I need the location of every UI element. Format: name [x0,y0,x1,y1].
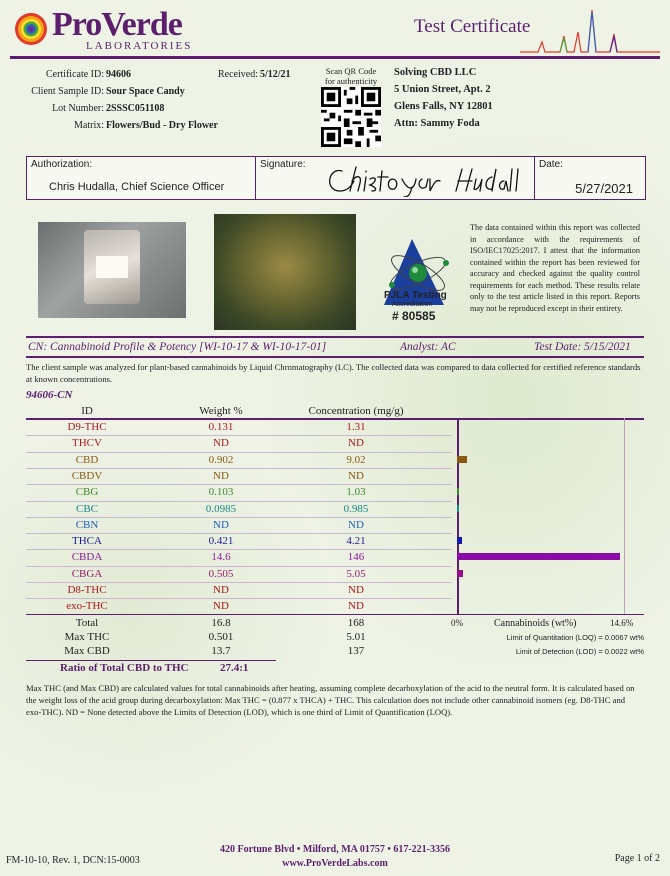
authorization-box [26,156,646,200]
footer-website[interactable]: www.ProVerdeLabs.com [282,858,388,869]
pjla-name: PJLA Testing [384,290,447,301]
authorization-cell [27,157,256,199]
row-conc: ND [348,469,364,482]
qr-caption-line1: Scan QR Code [325,66,377,76]
signature-image [322,161,522,197]
bar-cbc [457,505,459,512]
sample-id: 94606-CN [26,389,73,401]
row-weight: ND [213,584,229,596]
client-name: Solving CBD LLC [394,67,477,78]
qr-caption [318,66,384,86]
row-weight: ND [213,518,229,531]
bar-cbga [457,570,463,577]
sample-bag-label [96,256,128,278]
bar-chart-max-line [624,418,625,614]
ratio-divider [26,660,276,661]
row-conc: 1.31 [346,421,366,433]
axis-title: Cannabinoids (wt%) [494,618,577,629]
accreditation-statement: The data contained within this report was collected in accordance with the requirements of ISO/IEC17025:2017. I attest that the information contained within the report has been reviewed for accuracy and checked against the quality control requirements for each method. These results relate only to the test article listed in this report. Reports may not be reproduced except in their entirety. [470,223,640,313]
row-conc: 0.985 [343,502,369,515]
row-id: CBG [75,486,99,499]
table-row [26,582,452,599]
max-cbd-label: Max CBD [64,645,110,657]
table-row [26,484,452,501]
authorization-label: Authorization: [31,159,93,170]
form-id: FM-10-10, Rev. 1, DCN:15-0003 [6,855,140,866]
signature-cell [256,157,535,199]
section-bottom-divider [26,356,644,358]
proverde-logo-icon [14,12,48,46]
qr-code-icon[interactable] [321,87,381,147]
row-weight: ND [213,600,229,613]
row-conc: 5.05 [346,567,366,580]
row-weight: 0.103 [208,486,234,499]
max-thc-label: Max THC [64,631,110,643]
table-row [26,598,452,615]
bar-cbd [457,456,467,463]
row-weight: 14.6 [211,551,231,564]
pjla-subtitle: Accreditation [392,301,433,308]
max-thc-weight: 0.501 [208,631,234,643]
row-weight: 0.0985 [205,502,237,515]
table-bottom-divider [26,614,644,615]
row-weight: ND [213,469,229,482]
row-weight: ND [213,437,229,450]
footer-address: 420 Fortune Blvd • Milford, MA 01757 • 617-221-3356 [219,844,451,855]
total-label: Total [75,617,99,629]
row-weight: 0.505 [208,567,234,580]
row-id: CBDV [71,469,103,482]
row-id: CBC [75,502,98,515]
row-divider [26,468,452,469]
column-header-id: ID [81,405,93,417]
pjla-number: # 80585 [392,309,436,323]
sample-bag [84,230,140,304]
row-id: D9-THC [67,421,107,433]
row-id: CBGA [71,567,103,580]
table-row [26,549,452,566]
table-row [26,517,452,534]
table-row [26,435,452,452]
row-divider [26,566,452,567]
cannabinoid-bar-chart [457,418,622,614]
row-divider [26,517,452,518]
section-top-divider [26,336,644,338]
max-thc-conc: 5.01 [346,631,366,643]
section-title: CN: Cannabinoid Profile & Potency [WI-10-17 & WI-10-17-01] [28,341,327,353]
row-conc: ND [348,437,364,450]
client-address-line1: 5 Union Street, Apt. 2 [394,84,491,95]
column-header-weight: Weight % [199,405,243,417]
sample-flower-photo [214,214,356,330]
axis-min-label: 0% [451,618,463,628]
row-weight: 0.902 [208,453,234,466]
signature-label: Signature: [260,159,306,170]
analyst: Analyst: AC [400,341,456,353]
page-number: Page 1 of 2 [614,853,660,864]
row-conc: 1.03 [346,486,366,499]
certificate-id: 94606 [106,69,131,80]
method-description: The client sample was analyzed for plant-based cannabinoids by Liquid Chromatography (LC). The collected data was compared to data collected for certified reference standards at known concentrations. [26,362,641,384]
row-divider [26,533,452,534]
row-divider [26,598,452,599]
total-conc: 168 [347,617,365,629]
row-id: CBD [75,453,99,466]
max-cbd-conc: 137 [347,645,365,657]
table-row [26,533,452,550]
authorizer-name: Chris Hudalla, Chief Science Officer [49,181,225,193]
client-address-line2: Glens Falls, NY 12801 [394,101,493,112]
test-date: Test Date: 5/15/2021 [534,341,631,353]
row-divider [26,452,452,453]
table-row [26,566,452,583]
sample-package-photo [38,222,186,318]
row-id: CBN [75,518,99,531]
row-conc: 4.21 [346,535,366,548]
row-id: THCA [72,535,102,548]
row-id: exo-THC [66,600,108,613]
document-title: Test Certificate [414,16,531,37]
table-row [26,501,452,518]
date-label: Date: [539,159,563,170]
received-date: 5/12/21 [260,69,291,80]
header-divider [10,56,660,59]
axis-max-label: 14.6% [610,618,634,628]
row-divider [26,484,452,485]
authorization-date: 5/27/2021 [575,181,633,196]
row-id: THCV [72,437,102,450]
qr-caption-line2: for authenticity [324,76,378,86]
bar-d9-thc [457,423,459,430]
row-conc: 146 [347,551,365,564]
certificate-id-label: Certificate ID: [45,69,104,80]
row-id: CBDA [71,551,103,564]
row-conc: ND [348,518,364,531]
row-divider [26,582,452,583]
chromatogram-icon [520,8,660,54]
ratio-value: 27.4:1 [220,662,249,674]
logo-subtitle: LABORATORIES [86,40,193,52]
matrix: Flowers/Bud - Dry Flower [106,120,218,131]
bar-cbda [457,553,620,560]
row-conc: 9.02 [346,453,366,466]
calculation-notes: Max THC (and Max CBD) are calculated values for total cannabinoids after heating, assuming complete decarboxylation of the acid to the neutral form. It is calculated based on the weight loss of the acid group during decarboxylation: Max THC = (0.877 x THCA) + THC. This calculation does not include other cannabinoid isomers (eg. D8-THC and exo-THC). ND = None detected above the Limits of Detection (LOD), which is one third of Limit of Quantification (LOQ). [26,683,635,717]
table-row [26,419,452,436]
row-conc: ND [348,584,364,596]
bar-thca [457,537,462,544]
received-label: Received: [218,69,258,80]
row-weight: 0.421 [208,535,234,548]
max-cbd-weight: 13.7 [211,645,231,657]
total-weight: 16.8 [211,617,231,629]
row-weight: 0.131 [208,421,234,433]
bar-cbg [457,488,459,495]
table-row [26,452,452,469]
matrix-label: Matrix: [74,120,104,131]
lod-note: Limit of Detection (LOD) = 0.0022 wt% [515,647,644,656]
row-divider [26,549,452,550]
lot-number-label: Lot Number: [52,103,104,114]
loq-note: Limit of Quantitation (LOQ) = 0.0067 wt% [506,633,644,642]
client-sample-id: Sour Space Candy [106,86,185,97]
logo-wordmark: ProVerde [52,6,182,43]
date-cell [535,157,645,199]
client-sample-id-label: Client Sample ID: [31,86,104,97]
client-attn: Attn: Sammy Foda [394,118,480,129]
row-id: D8-THC [67,584,107,596]
column-header-concentration: Concentration (mg/g) [308,405,404,417]
ratio-label: Ratio of Total CBD to THC [60,662,189,674]
row-divider [26,435,452,436]
row-divider [26,501,452,502]
row-conc: ND [348,600,364,613]
lot-number: 2SSSC051108 [106,103,165,114]
table-row [26,468,452,485]
